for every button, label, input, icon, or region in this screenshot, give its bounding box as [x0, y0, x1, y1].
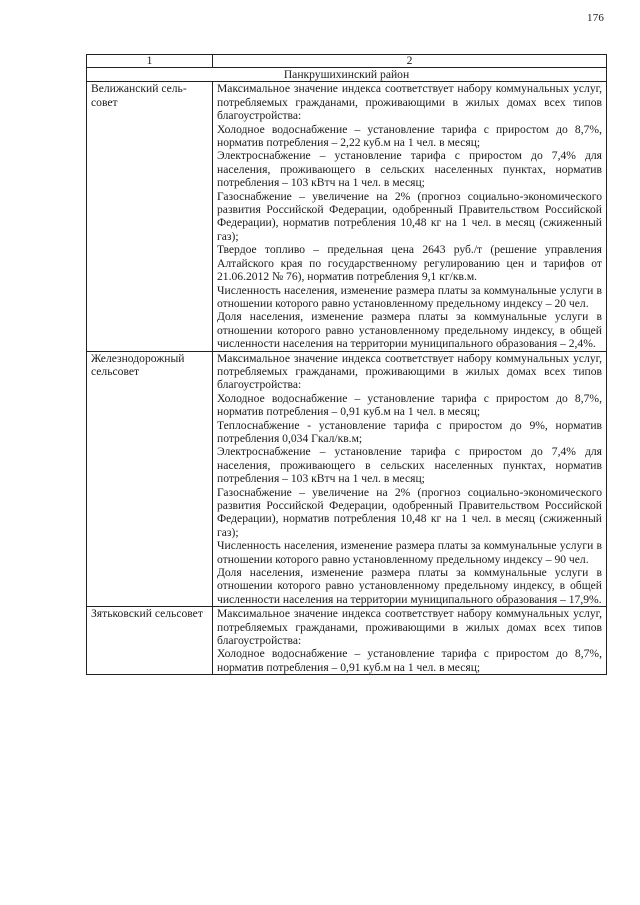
paragraph: Доля населения, изменение размера платы за коммунальные услуги в отношении которого равно установленному предельному индексу, в общей численности населения на территории муниципального образования – 2,4%.: [217, 310, 602, 351]
paragraph: Твердое топливо – предельная цена 2643 руб./т (решение управления Алтайского края по государственному регулированию цен и тарифов от 21.06.2012 № 76), норматив потребления 9,1 кг/кв.м.: [217, 243, 602, 284]
paragraph: Газоснабжение – увеличение на 2% (прогноз социально-экономического развития Российской Федерации, одобренный Правительством Российской Федерации), норматив потребления 10,48 кг на 1 чел. в месяц (сжиженный газ);: [217, 189, 602, 243]
paragraph: Холодное водоснабжение – установление тарифа с приростом до 8,7%, норматив потребления – 0,91 куб.м на 1 чел. в месяц;: [217, 391, 602, 419]
paragraph: Численность населения, изменение размера платы за коммунальные услуги в отношении которого равно установленному предельному индексу – 20 чел.: [217, 283, 602, 310]
paragraph: Холодное водоснабжение – установление тарифа с приростом до 8,7%, норматив потребления – 2,22 куб.м на 1 чел. в месяц;: [217, 122, 602, 150]
paragraph: Максимальное значение индекса соответствует набору коммунальных услуг, потребляемых гражданами, проживающими в жилых домах всех типов благоустройства:: [217, 82, 602, 123]
header-row: [87, 55, 607, 68]
paragraph: Холодное водоснабжение – установление тарифа с приростом до 8,7%, норматив потребления – 0,91 куб.м на 1 чел. в месяц;: [217, 647, 602, 674]
municipality-description: [213, 351, 607, 607]
index-table: [86, 54, 607, 675]
region-row: [87, 68, 607, 82]
paragraph: Максимальное значение индекса соответствует набору коммунальных услуг, потребляемых гражданами, проживающими в жилых домах всех типов благоустройства:: [217, 607, 602, 648]
table-row: [87, 607, 607, 675]
municipality-name: Железнодорожный сельсовет: [87, 351, 213, 607]
column-header-2: 2: [213, 55, 607, 68]
municipality-name: Зятьковский сельсовет: [87, 607, 213, 675]
municipality-name: Велижанский сель-совет: [87, 82, 213, 351]
paragraph: Численность населения, изменение размера платы за коммунальные услуги в отношении которого равно установленному предельному индексу – 90 чел.: [217, 539, 602, 566]
municipality-description: [213, 607, 607, 675]
paragraph: Электроснабжение – установление тарифа с приростом до 7,4% для населения, проживающего в сельских населенных пунктах, норматив потребления – 103 кВтч на 1 чел. в месяц;: [217, 445, 602, 486]
paragraph: Теплоснабжение - установление тарифа с приростом до 9%, норматив потребления 0,034 Гкал/кв.м;: [217, 418, 602, 445]
paragraph: Электроснабжение – установление тарифа с приростом до 7,4% для населения, проживающего в сельских населенных пунктах, норматив потребления – 103 кВтч на 1 чел. в месяц;: [217, 149, 602, 190]
paragraph: Газоснабжение – увеличение на 2% (прогноз социально-экономического развития Российской Федерации, одобренный Правительством Российской Федерации), норматив потребления 10,48 кг на 1 чел. в месяц (сжиженный газ);: [217, 485, 602, 539]
page-number: 176: [587, 12, 605, 24]
paragraph: Максимальное значение индекса соответствует набору коммунальных услуг, потребляемых гражданами, проживающими в жилых домах всех типов благоустройства:: [217, 351, 602, 392]
table-row: [87, 82, 607, 351]
paragraph: Доля населения, изменение размера платы за коммунальные услуги в отношении которого равно установленному предельному индексу, в общей численности населения на территории муниципального образования – 17,9%.: [217, 566, 602, 606]
region-title: Панкрушихинский район: [87, 68, 607, 82]
column-header-1: 1: [87, 55, 213, 68]
municipality-description: [213, 82, 607, 351]
table-row: [87, 351, 607, 607]
